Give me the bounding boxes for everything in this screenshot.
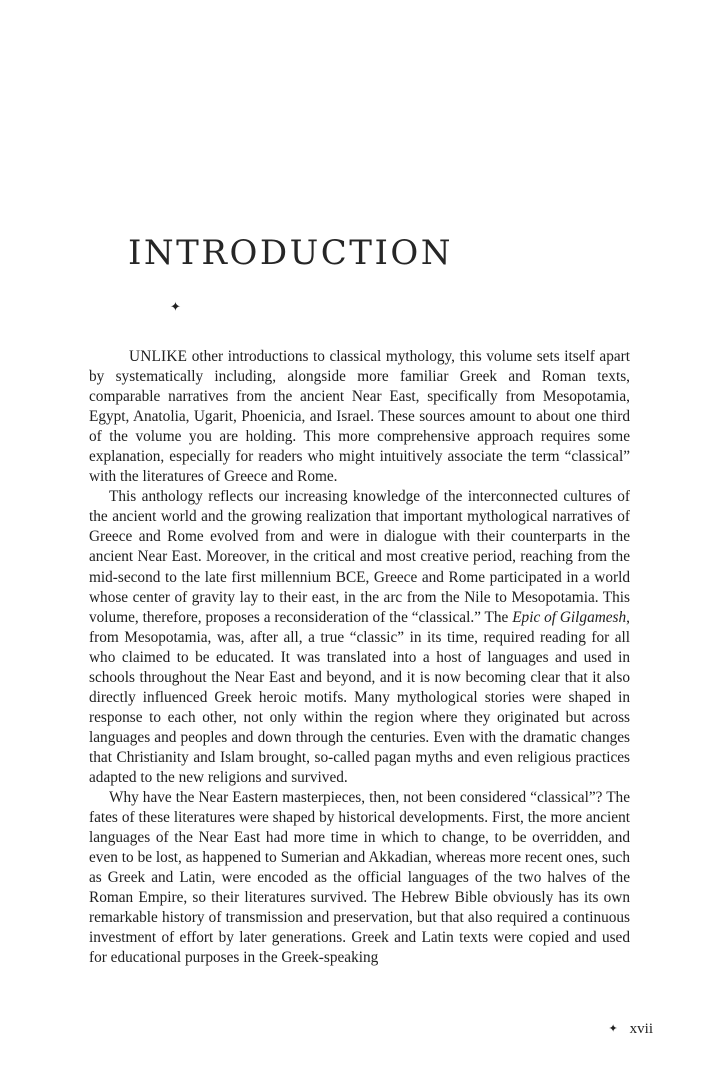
chapter-title: INTRODUCTION [128, 233, 453, 273]
page-footer [608, 1019, 653, 1040]
paragraph-3 [89, 788, 630, 968]
paragraph-1-lead-word: UNLIKE [129, 348, 188, 365]
footer-star-icon: ✦ [608, 1022, 618, 1035]
star-ornament-icon: ✦ [170, 300, 181, 315]
paragraph-1-text: other introductions to classical mythology, this volume sets itself apart by systematically including, alongside more familiar Greek and Roman texts, comparable narratives from the ancient Near East, specifically from Mesopotamia, Egypt, Anatolia, Ugarit, Phoenicia, and Israel. These sources amount to about one third of the volume you are holding. This more comprehensive approach requires some explanation, especially for readers who might intuitively associate the term “classical” with the literatures of Greece and Rome. [89, 348, 630, 486]
paragraph-2 [89, 487, 630, 788]
paragraph-3-text: Why have the Near Eastern masterpieces, then, not been considered “classical”? The fates of these literatures were shaped by historical developments. First, the more ancient languages of the Near East had more time in which to change, to be overridden, and even to be lost, as happened to Sumerian and Akkadian, whereas more recent ones, such as Greek and Latin, were encoded as the official languages of the two halves of the Roman Empire, so their literatures survived. The Hebrew Bible obviously has its own remarkable history of transmission and preservation, but that also required a continuous investment of effort by later generations. Greek and Latin texts were copied and used for educational purposes in the Greek-speaking [89, 789, 630, 967]
paragraph-1 [89, 347, 630, 487]
page-number: xvii [629, 1021, 653, 1037]
paragraph-2-italic-title: Epic of Gilgamesh [512, 608, 627, 626]
paragraph-2-text-before: This anthology reflects our increasing knowledge of the interconnected cultures of the ancient world and the growing realization that important mythological narratives of Greece and Rome evolved from and were in dialogue with their counterparts in the ancient Near East. Moreover, in the critical and most creative period, reaching from the mid-second to the late first millennium BCE, Greece and Rome participated in a world whose center of gravity lay to their east, in the arc from the Nile to Mesopotamia. This volume, therefore, proposes a reconsideration of the “classical.” The [89, 488, 630, 626]
paragraph-2-text-after: , from Mesopotamia, was, after all, a true “classic” in its time, required reading for all who claimed to be educated. It was translated into a host of languages and used in schools throughout the Near East and beyond, and it is now becoming clear that it also directly influenced Greek heroic motifs. Many mythological stories were shaped in response to each other, not only within the region where they originated but across languages and peoples and down through the centuries. Even with the dramatic changes that Christianity and Islam brought, so-called pagan myths and even religious practices adapted to the new religions and survived. [89, 608, 630, 786]
body-text [89, 347, 630, 968]
